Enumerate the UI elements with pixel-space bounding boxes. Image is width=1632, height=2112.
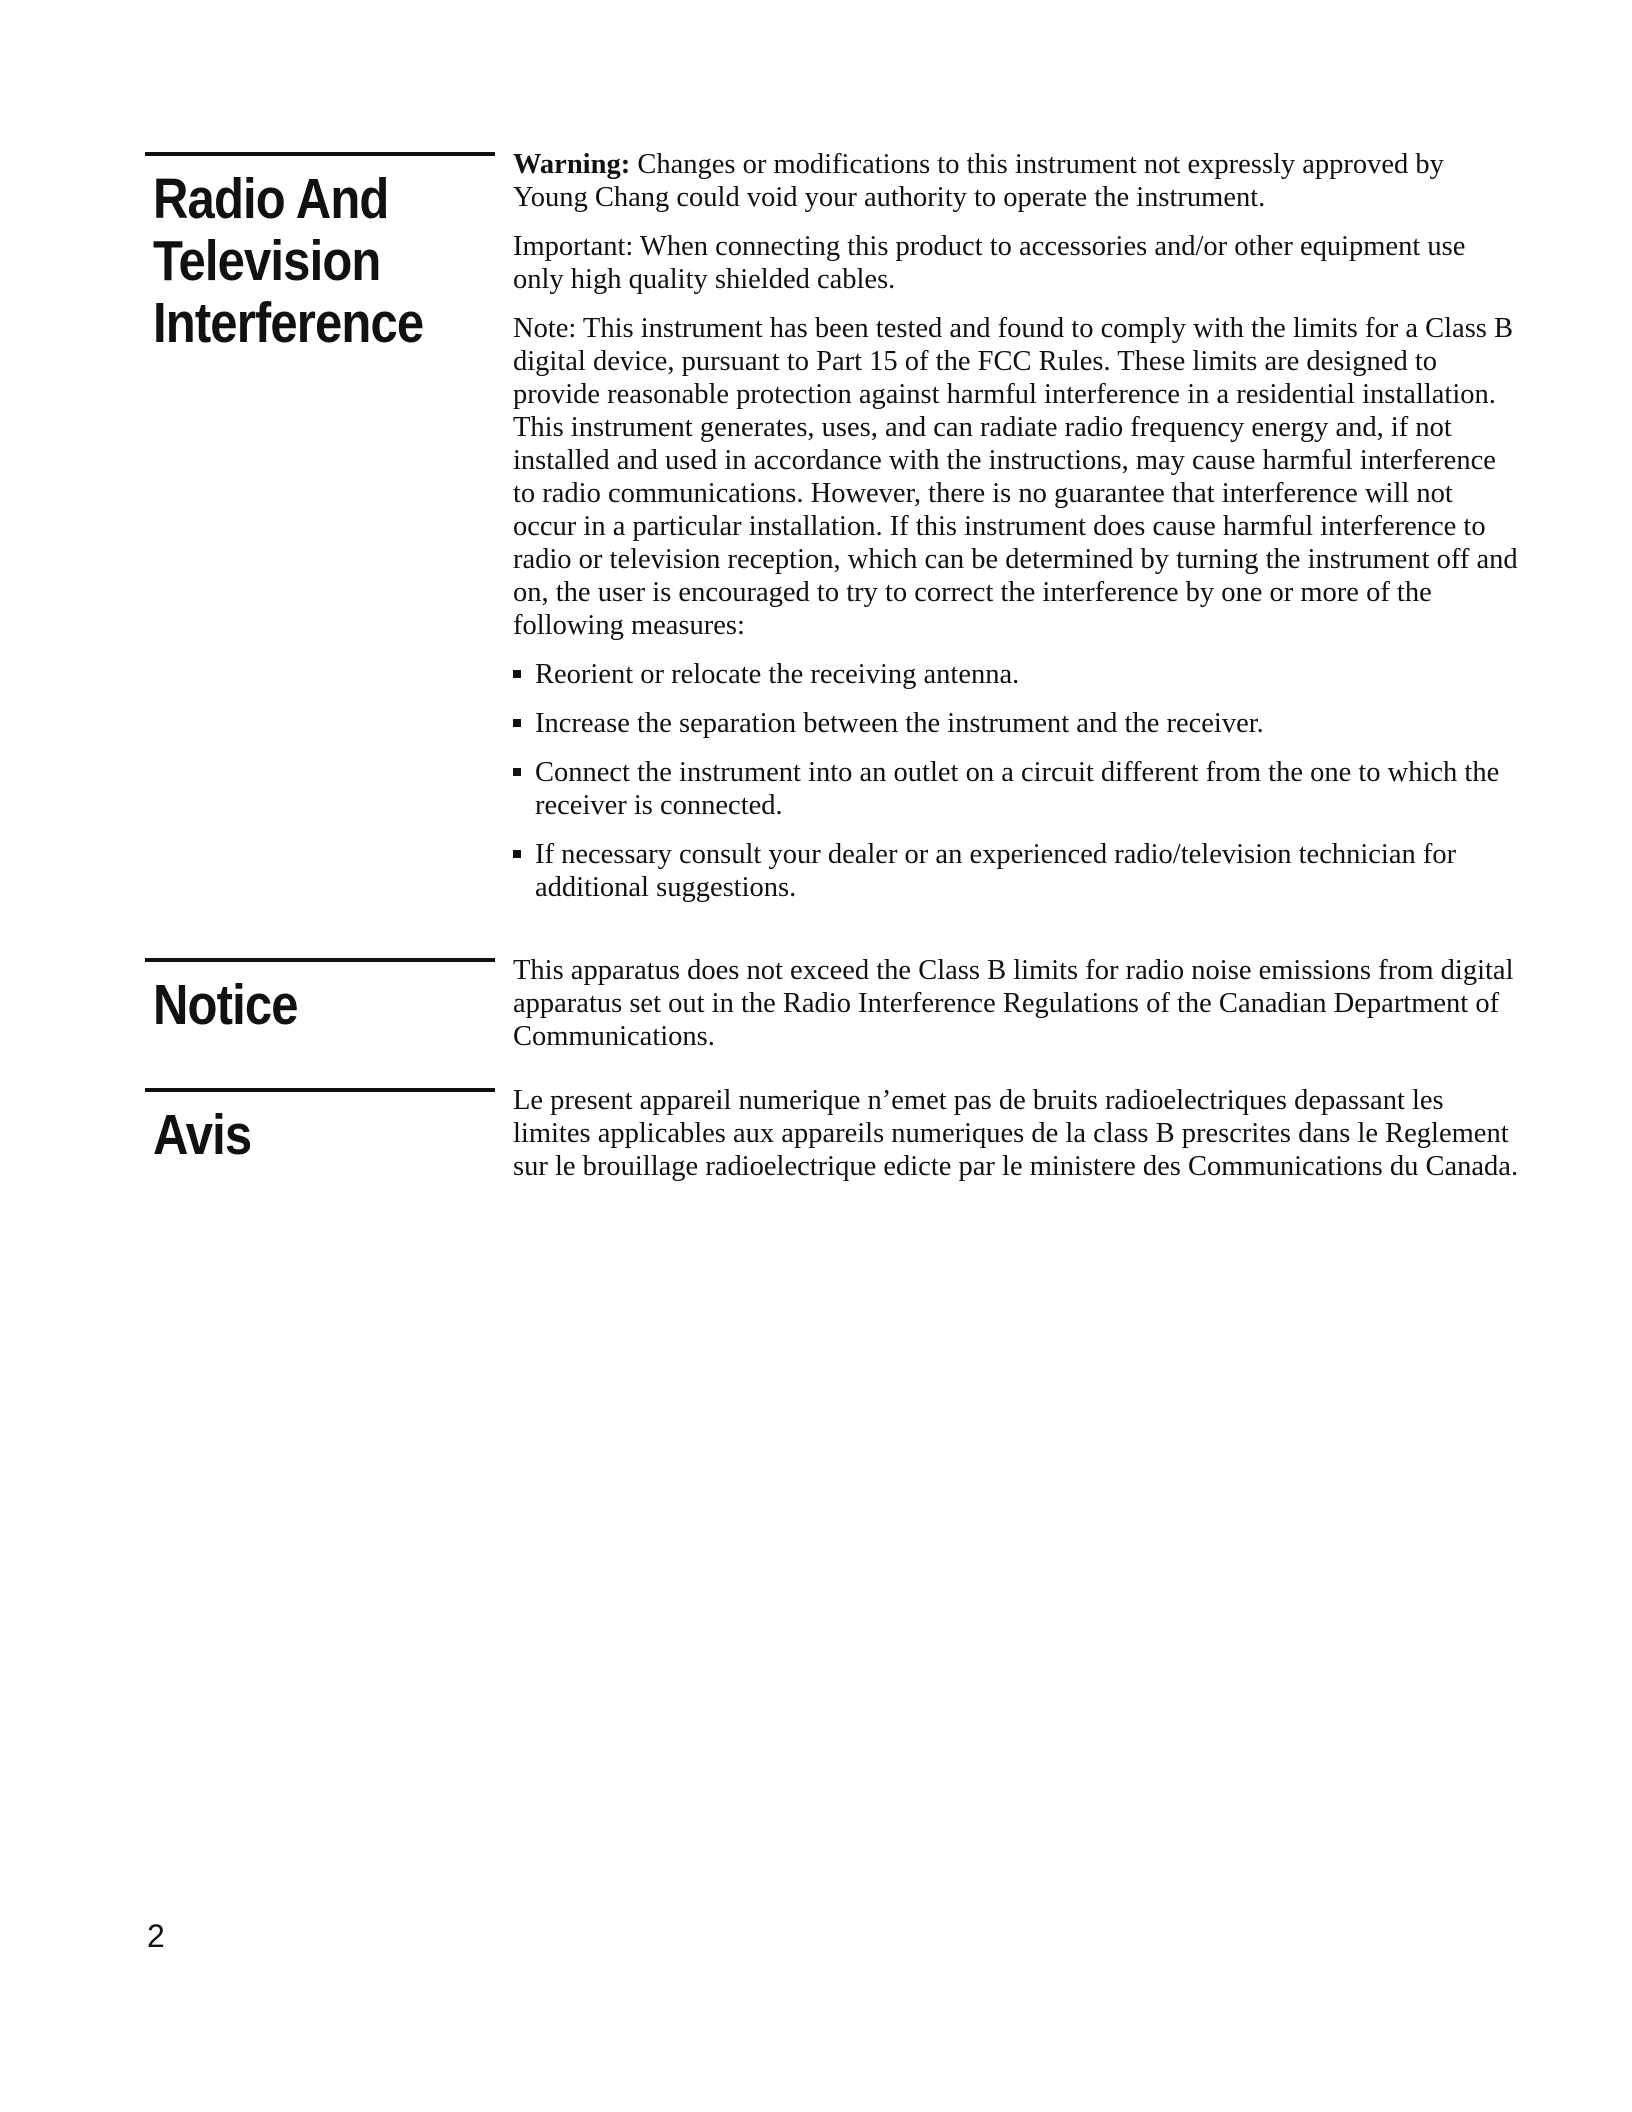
list-item <box>513 756 1523 822</box>
notice-paragraph: This apparatus does not exceed the Class B limits for radio noise emissions from digital apparatus set out in the Radio Interference Regulations of the Canadian Department of Communications. <box>513 955 1514 1052</box>
page-number: 2 <box>147 1918 165 1954</box>
section-heading <box>153 168 445 354</box>
warning-paragraph <box>513 148 1523 214</box>
section-body <box>513 1084 1523 1199</box>
section-divider <box>145 152 495 156</box>
heading-line: Radio And <box>153 167 389 231</box>
square-bullet-icon <box>513 850 521 858</box>
important-paragraph: Important: When connecting this product to accessories and/or other equipment use only high quality shielded cables. <box>513 231 1466 295</box>
heading-line: Television <box>153 229 381 293</box>
heading-line: Interference <box>153 291 424 355</box>
section-body <box>513 954 1523 1069</box>
warning-label: Warning: <box>513 149 631 180</box>
square-bullet-icon <box>513 719 521 727</box>
list-item-text: If necessary consult your dealer or an experienced radio/television technician for additional suggestions. <box>535 839 1457 903</box>
heading-line: Avis <box>153 1103 252 1167</box>
square-bullet-icon <box>513 768 521 776</box>
list-item <box>513 838 1523 904</box>
measures-list <box>513 658 1523 904</box>
section-body <box>513 148 1523 920</box>
heading-line: Notice <box>153 973 298 1037</box>
list-item <box>513 658 1523 691</box>
list-item-text: Connect the instrument into an outlet on a circuit different from the one to which the receiver is connected. <box>535 757 1500 821</box>
list-item-text: Increase the separation between the instrument and the receiver. <box>535 708 1264 739</box>
warning-text: Changes or modifications to this instrument not expressly approved by Young Chang could void your authority to operate the instrument. <box>513 149 1444 213</box>
section-divider <box>145 958 495 962</box>
list-item-text: Reorient or relocate the receiving antenna. <box>535 659 1020 690</box>
section-heading <box>153 1104 445 1166</box>
section-divider <box>145 1088 495 1092</box>
note-paragraph: Note: This instrument has been tested and found to comply with the limits for a Class B digital device, pursuant to Part 15 of the FCC Rules. These limits are designed to provide reasonable protection against harmful interference in a residential installation. This instrument generates, uses, and can radiate radio frequency energy and, if not installed and used in accordance with the instructions, may cause harmful interference to radio communications. However, there is no guarantee that interference will not occur in a particular installation. If this instrument does cause harmful interference to radio or television reception, which can be determined by turning the instrument off and on, the user is encouraged to try to correct the interference by one or more of the following measures: <box>513 313 1518 641</box>
square-bullet-icon <box>513 670 521 678</box>
avis-paragraph: Le present appareil numerique n’emet pas de bruits radioelectriques depassant les limites applicables aux appareils numeriques de la class B prescrites dans le Reglement sur le brouillage radioelectrique edicte par le ministere des Communications du Canada. <box>513 1085 1519 1182</box>
list-item <box>513 707 1523 740</box>
section-heading <box>153 974 445 1036</box>
